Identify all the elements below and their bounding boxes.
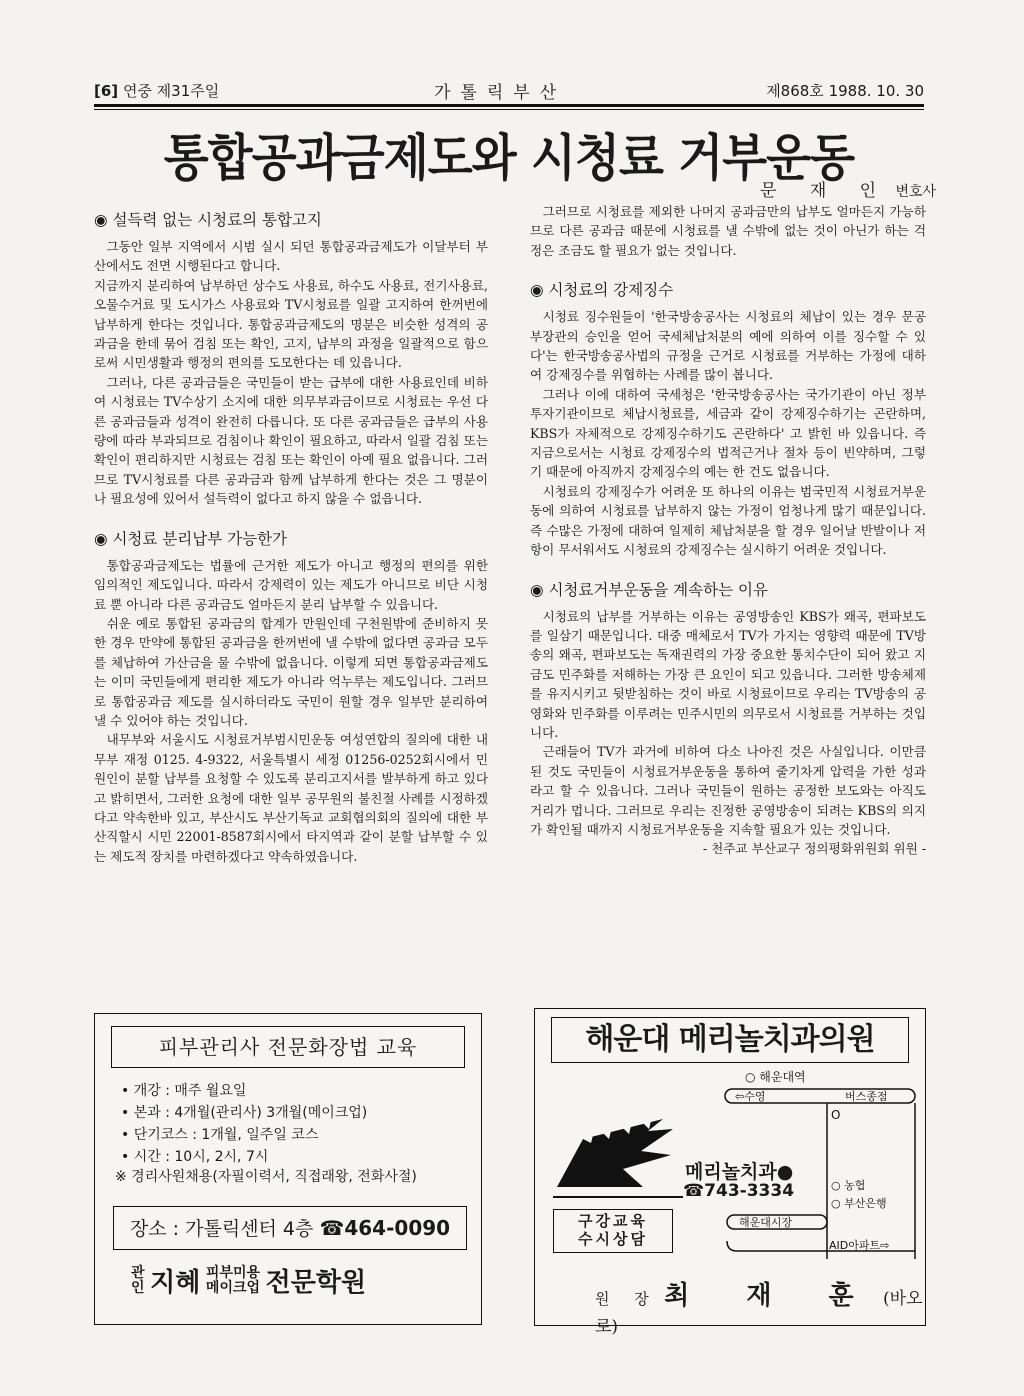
course-item: • 단기코스 : 1개월, 일주일 코스 xyxy=(121,1124,367,1146)
liturgical-week: 연중 제31주일 xyxy=(122,82,220,100)
director xyxy=(595,1275,925,1337)
paper-name: 가톨릭부산 xyxy=(434,83,567,103)
author-name: 문 재 인 xyxy=(760,181,891,201)
course-item: • 시간 : 10시, 2시, 7시 xyxy=(121,1146,367,1168)
signature-line: - 천주교 부산교구 정의평화위원회 위원 - xyxy=(702,841,926,857)
right-column xyxy=(530,202,926,859)
page-header xyxy=(94,76,924,102)
clinic-name: 메리놀치과● xyxy=(685,1161,794,1183)
map-label-bank: ○ 부산은행 xyxy=(831,1197,887,1210)
map-label-bus: 버스종점 xyxy=(845,1090,888,1103)
ad-title: 해운대 메리놀치과의원 xyxy=(551,1017,909,1063)
location-text: 장소 : 가톨릭센터 4층 xyxy=(129,1218,314,1240)
course-item: • 개강 : 매주 월요일 xyxy=(121,1080,367,1102)
school-middle: 피부미용 메이크업 xyxy=(205,1264,261,1296)
header-rule-thin xyxy=(94,109,924,110)
paragraph: 그러나 이에 대하여 국세청은 '한국방송공사는 국가기관이 아닌 정부투자기관이므로 체납시청료를, 세금과 같이 강제징수하기는 곤란하며, KBS가 자체적으로 강제징수하기도 곤란하다' 고 밝힌 바 있읍니다. 즉 지금으로서는 시청료 강제징수의 법적근거나 절차 등이 빈약하며, 그렇기 때문에 아직까지 강제징수의 예는 한 건도 없읍니다. xyxy=(530,386,926,480)
section-heading: ◉ 시청료의 강제징수 xyxy=(530,281,674,300)
paragraph: 통합공과금제도는 법률에 근거한 제도가 아니고 행정의 편의를 위한 임의적인 제도입니다. 따라서 강제력이 있는 제도가 아니므로 비단 시청료 뿐 아니라 다른 공과금도 얼마든지 분리 납부할 수 있읍니다. xyxy=(94,557,488,612)
school-suffix: 전문학원 xyxy=(265,1268,367,1298)
course-list xyxy=(121,1080,367,1168)
paragraph: 지금까지 분리하여 납부하던 상수도 사용료, 하수도 사용료, 전기사용료, 오물수거료 및 도시가스 사용료와 TV시청료를 일괄 고지하여 한꺼번에 납부하게 한다는 것입니다. 통합공과금제도의 명분은 비슷한 성격의 공과금을 한데 묶어 검침 또는 확인, 고지, 납부의 과정을 일괄적으로 함으로써 시민생활과 행정의 편의를 도모한다는 데 있읍니다. xyxy=(94,277,488,371)
dental-clinic-ad xyxy=(534,1008,926,1337)
map-label-suyeong: ⇦수영 xyxy=(735,1090,766,1103)
school-name xyxy=(131,1262,451,1299)
school-prefix: 관 인 xyxy=(131,1264,145,1296)
paragraph: 내무부와 서울시도 시청료거부범시민운동 여성연합의 질의에 대한 내무부 재정 0125. 4-9322, 서울특별시 세정 01256-0252회시에서 민원인이 분할 납부를 요청할 수 있도록 분리고지서를 발부하게 하고 있다고 밝히면서, 그러한 요청에 대한 일부 공무원의 불친절 사례를 시정하겠다고 약속한바 있고, 부산시도 부산기독교 교회협의회의 질의에 대한 부산직할시 시민 22001-8587회시에서 타지역과 같이 분할 납부할 수 있는 제도적 장치를 마련하겠다고 약속하였읍니다. xyxy=(94,732,488,864)
paragraph: 그동안 일부 지역에서 시범 실시 되던 통합공과금제도가 이달부터 부산에서도 전면 시행된다고 합니다. xyxy=(94,239,488,274)
director-label: 원 장 xyxy=(595,1290,659,1308)
section-heading: ◉ 설득력 없는 시청료의 통합고지 xyxy=(94,211,322,229)
phone-number: ☎464-0090 xyxy=(319,1216,451,1240)
byline xyxy=(760,176,936,201)
beauty-school-ad xyxy=(94,1013,482,1325)
paragraph: 근래들어 TV가 과거에 비하여 다소 나아진 것은 사실입니다. 이만큼 된 것도 국민들이 시청료거부운동을 통하여 줄기차게 압력을 가한 성과라고 할 수 있읍니다. 그러나 국민들이 원하는 공정한 보도와는 아직도 거리가 멉니다. 그러므로 우리는 진정한 공영방송이 되려는 KBS의 의지가 확인될 때까지 시청료거부운동을 지속할 필요가 있는 것입니다. xyxy=(530,744,926,837)
issue-date: 제868호 1988. 10. 30 xyxy=(766,82,924,100)
location-map xyxy=(717,1069,917,1259)
clinic-phone: ☎743-3334 xyxy=(683,1181,795,1201)
map-label-aid: AID아파트⇨ xyxy=(829,1239,890,1252)
paragraph: 그러므로 시청료를 제외한 나머지 공과금만의 납부도 얼마든지 가능하므로 다른 공과금 때문에 시청료를 낼 수밖에 없는 것이 아닌가 하는 걱정은 조금도 할 필요가 없는 것입니다. xyxy=(530,204,926,258)
left-column xyxy=(94,202,488,866)
crocodile-bird-icon xyxy=(553,1099,683,1205)
director-name: 최 재 훈 xyxy=(664,1281,878,1311)
director-baptismal-name: (바오로) xyxy=(595,1289,923,1337)
author-role: 변호사 xyxy=(895,184,937,200)
section-heading: ◉ 시청료 분리납부 가능한가 xyxy=(94,529,288,548)
ad-title: 피부관리사 전문화장법 교육 xyxy=(111,1026,465,1068)
page-number: [6] xyxy=(94,82,119,100)
map-label-station: ○ 해운대역 xyxy=(745,1070,806,1084)
course-item: • 본과 : 4개월(관리사) 3개월(메이크업) xyxy=(121,1102,367,1124)
paragraph: 그러나, 다른 공과금들은 국민들이 받는 급부에 대한 사용료인데 비하여 시청료는 TV수상기 소지에 대한 의무부과금이므로 시청료는 우선 다른 공과금들과 성격이 완전히 다릅니다. 또 다른 공과금들은 급부의 사용량에 따라 부과되므로 검침이나 확인이 필요하고, 따라서 일괄 검침 또는 확인이 편리하지만 시청료는 검침 또는 확인이 아예 필요 없읍니다. 그러므로 TV시청료를 다른 공과금과 함께 납부하게 한다는 것은 그 명분이나 필요성에 있어서 설득력이 없다고 하지 않을 수 없읍니다. xyxy=(94,374,488,507)
school-main: 지혜 xyxy=(150,1268,201,1298)
consultation-box: 구강교육 수시상담 xyxy=(553,1209,673,1253)
paragraph: 시청료의 납부를 거부하는 이유는 공영방송인 KBS가 왜곡, 편파보도를 일삼기 때문입니다. 대중 매체로서 TV가 가지는 영향력 때문에 TV방송의 왜곡, 편파보도는 독재권력의 가장 중요한 통치수단이 되어 왔고 지금도 민주화를 저해하는 가장 큰 요인이 되고 있읍니다. 그러한 방송체제를 유지시키고 뒷받침하는 것이 바로 시청료이므로 우리는 TV방송의 공영화와 민주화를 이루려는 민주시민의 의무로서 시청료를 거부하는 것입니다. xyxy=(530,608,926,740)
section-heading: ◉ 시청료거부운동을 계속하는 이유 xyxy=(530,580,768,599)
map-label-nonghyup: ○ 농협 xyxy=(831,1179,866,1192)
paragraph: 시청료의 강제징수가 어려운 또 하나의 이유는 범국민적 시청료거부운동에 의하여 시청료를 납부하지 않는 가정이 엄청나게 많기 때문입니다. 즉 수많은 가정에 대하여 일제히 체납처분을 할 경우 일어날 반발이나 저항이 무서워서도 시청료의 강제징수는 실시하기 어려운 것입니다. xyxy=(530,483,926,558)
headline: 통합공과금제도와 시청료 거부운동 xyxy=(163,129,855,187)
paragraph: 쉬운 예로 통합된 공과금의 합계가 만원인데 구천원밖에 준비하지 못한 경우 만약에 통합된 공과금을 한꺼번에 낼 수밖에 없다면 공과금 모두를 체납하여 가산금을 물 수밖에 없읍니다. 이렇게 되면 통합공과금제도는 이미 국민들에게 편리한 제도가 아니라 억누루는 제도입니다. 그러므로 통합공과금 제도를 실시하더라도 국민이 원할 경우 일부만 분리하여 낼 수 있어야 하는 것입니다. xyxy=(94,615,488,728)
map-label-market: 해운대시장 xyxy=(739,1216,793,1229)
hiring-note: ※ 경리사원채용(자필이력서, 직접래왕, 전화사절) xyxy=(115,1169,417,1185)
svg-text:O: O xyxy=(831,1108,841,1122)
location-box xyxy=(113,1206,467,1250)
paragraph: 시청료 징수원들이 '한국방송공사는 시청료의 체납이 있는 경우 문공부장관의 승인을 얻어 국세체납처분의 예에 의하여 이를 징수할 수 있다'는 한국방송공사법의 규정을 근거로 시청료를 거부하는 가정에 대하여 강제징수를 위협하는 사례를 많이 봅니다. xyxy=(530,309,926,383)
header-rule xyxy=(94,104,924,107)
